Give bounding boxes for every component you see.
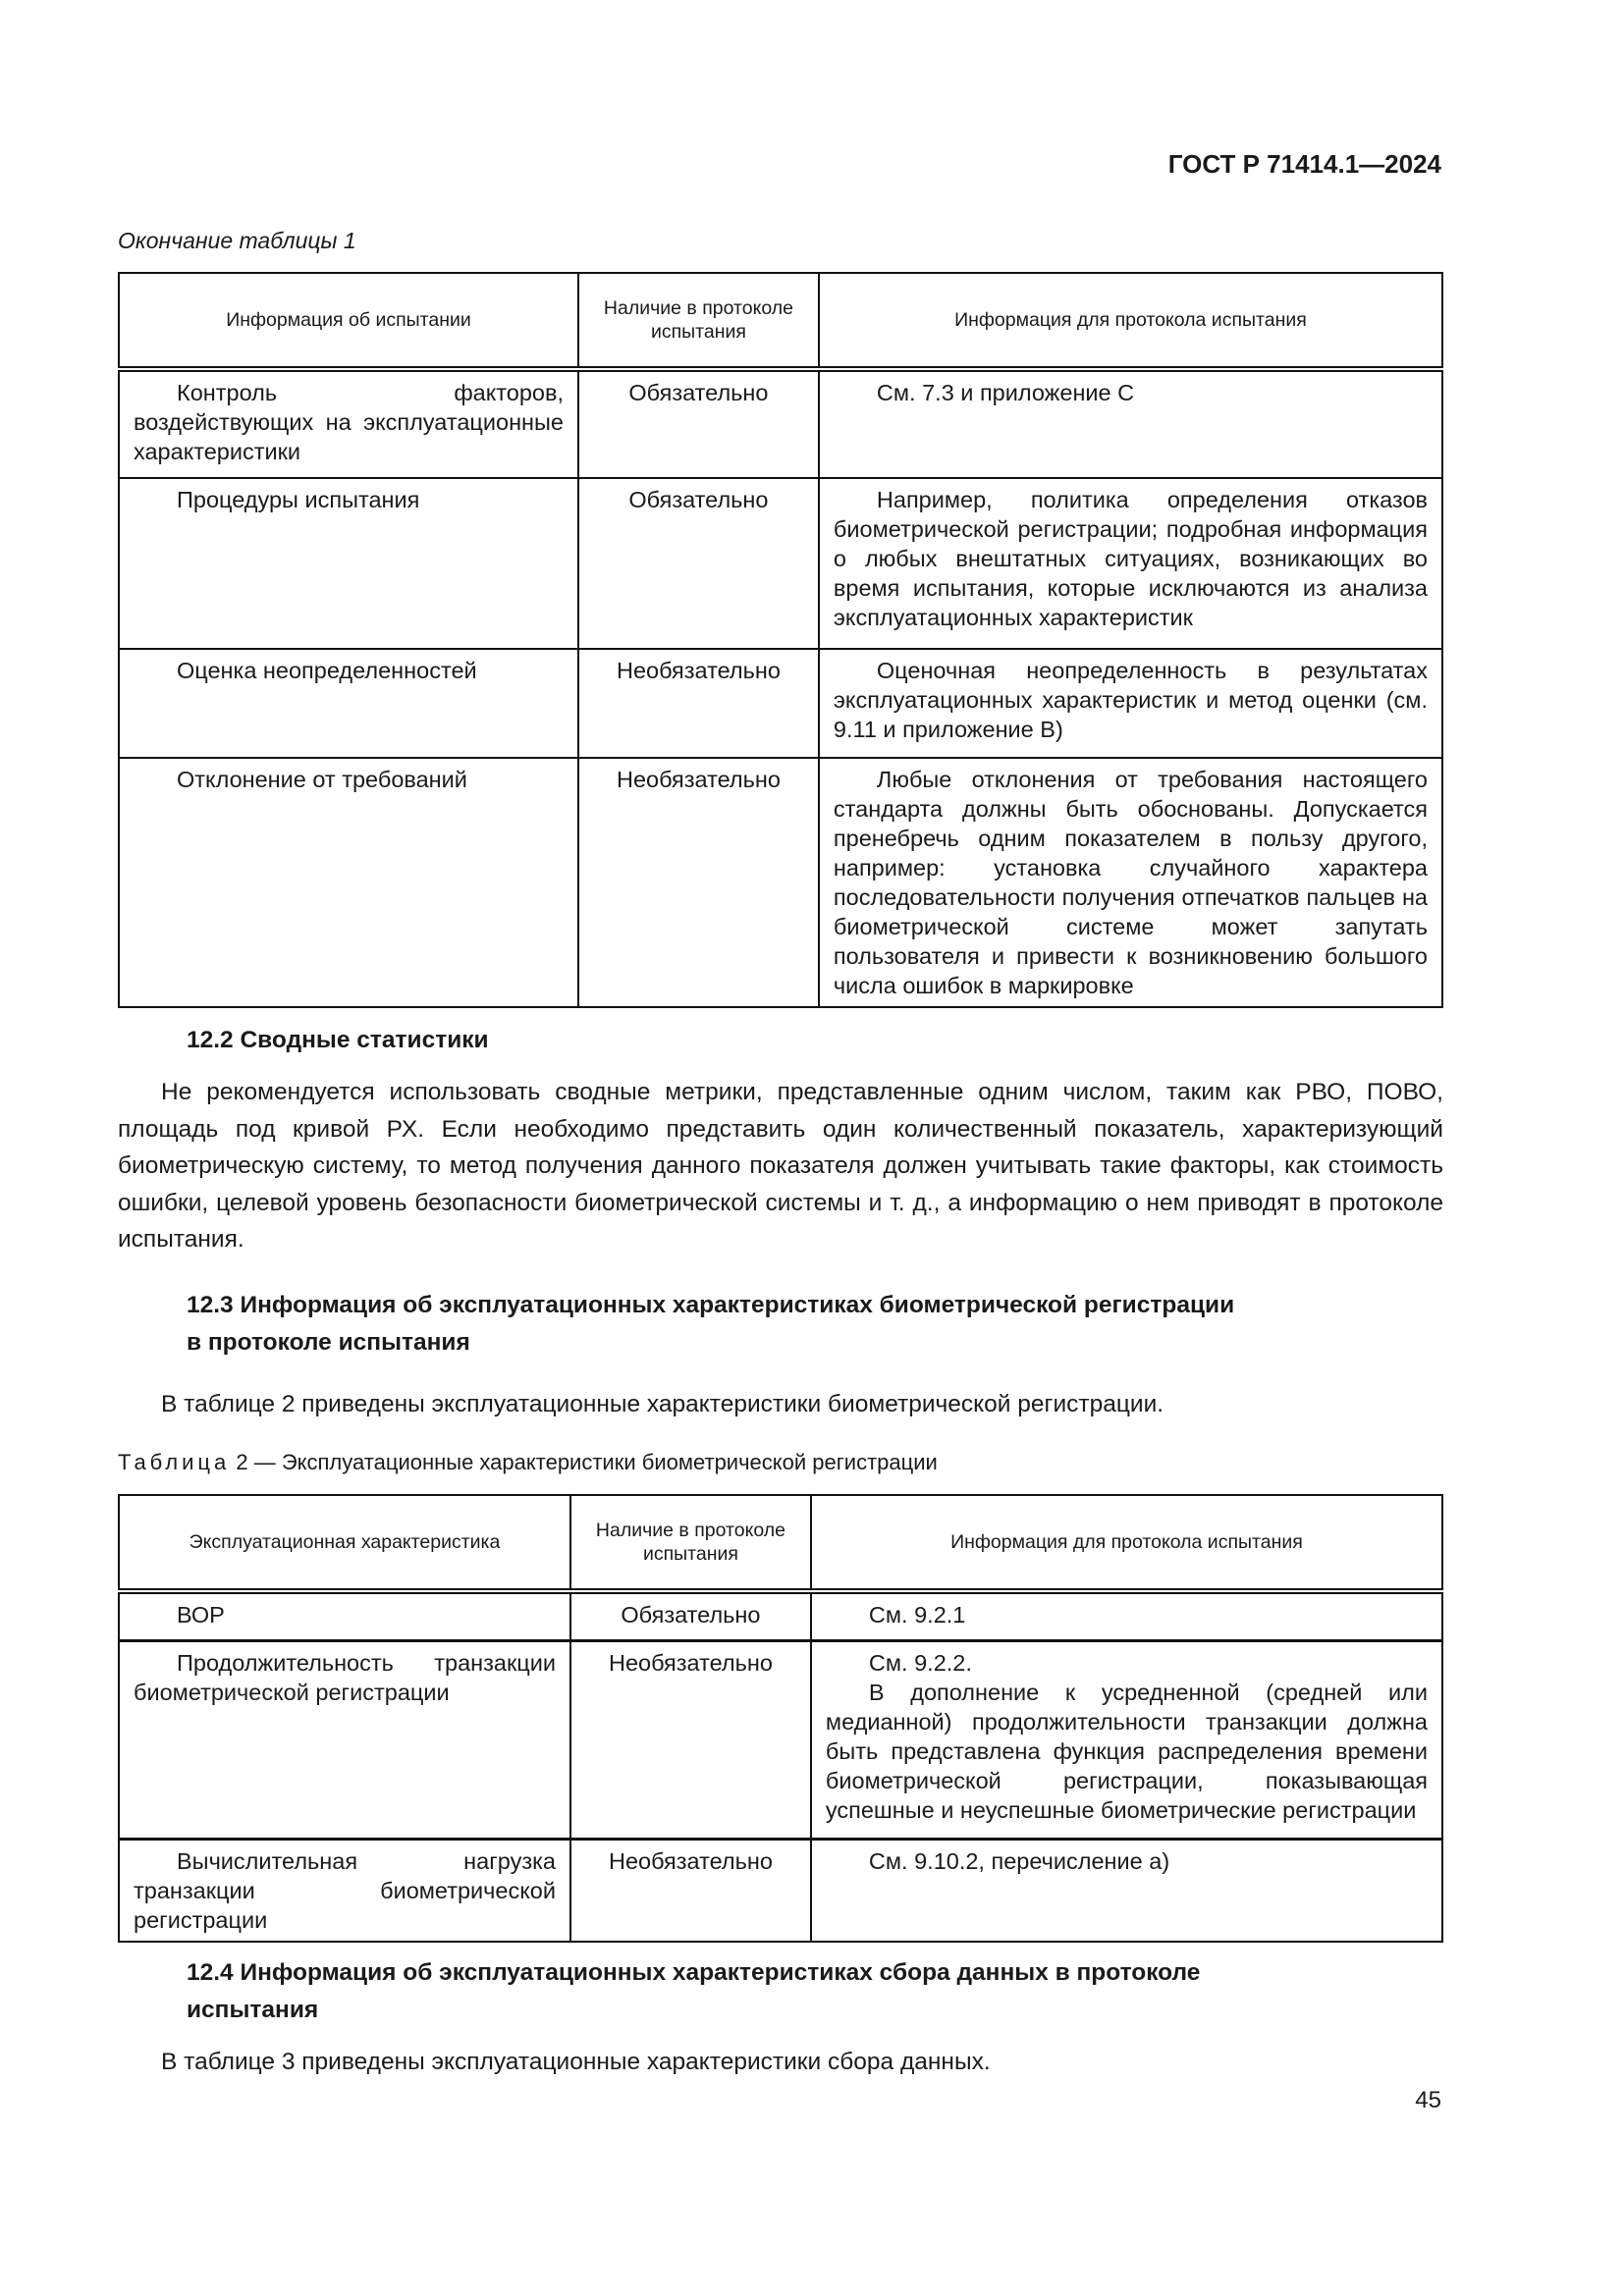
table-1 [118, 272, 1443, 1008]
standard-number: ГОСТ Р 71414.1—2024 [1167, 149, 1441, 179]
table-row [119, 1839, 1442, 1942]
cell-presence: Необязательно [570, 1640, 811, 1839]
cell-details: Любые отклонения от требования настоящего стандарта должны быть обоснованы. Допускается пренебречь одним показателем в пользу другого, например: установка случайного характера последовательности получения отпечатков пальцев на биометрической системе может запутать пользователя и привести к возникновению большого числа ошибок в маркировке [819, 758, 1442, 1007]
table-2-caption [118, 1450, 938, 1475]
cell-presence: Необязательно [578, 758, 819, 1007]
section-heading-12-2: 12.2 Сводные статистики [187, 1027, 489, 1053]
details-text: В дополнение к усредненной (средней или медианной) продолжительности транзакции должна быть представлена функция распределения времени биометрической регистрации, показывающая успешные и неуспешные биометрические регистрации [825, 1679, 1428, 1823]
cell-info: Процедуры испытания [119, 478, 578, 649]
cell-details: Оценочная неопределенность в результатах эксплуатационных характеристик и метод оценки (см. 9.11 и приложение В) [819, 649, 1442, 758]
column-header: Информация для протокола испытания [819, 273, 1442, 369]
caption-title: 2 — Эксплуатационные характеристики биометрической регистрации [230, 1450, 938, 1474]
column-header: Информация об испытании [119, 273, 578, 369]
cell-details: Например, политика определения отказов биометрической регистрации; подробная информация о любых внештатных ситуациях, возникающих во время испытания, которые исключаются из анализа эксплуатационных характеристик [819, 478, 1442, 649]
column-header: Информация для протокола испытания [811, 1495, 1442, 1591]
cell-presence: Необязательно [578, 649, 819, 758]
section-heading-12-3-cont: в протоколе испытания [187, 1329, 470, 1356]
cell-info: ВОР [119, 1591, 570, 1640]
page-number: 45 [1415, 2087, 1441, 2113]
caption-label: Таблица [118, 1450, 231, 1474]
cell-presence: Обязательно [570, 1591, 811, 1640]
table-continuation-label: Окончание таблицы 1 [118, 228, 356, 253]
cell-details: См. 9.10.2, перечисление а) [811, 1839, 1442, 1942]
table-row [119, 649, 1442, 758]
table-row [119, 1640, 1442, 1839]
column-header: Наличие в протоколе испытания [578, 273, 819, 369]
table-row [119, 758, 1442, 1007]
cell-presence: Необязательно [570, 1839, 811, 1942]
column-header: Эксплуатационная характеристика [119, 1495, 570, 1591]
column-header: Наличие в протоколе испытания [570, 1495, 811, 1591]
section-text-12-4: В таблице 3 приведены эксплуатационные характеристики сбора данных. [161, 2049, 991, 2075]
section-heading-12-4: 12.4 Информация об эксплуатационных характеристиках сбора данных в протоколе [187, 1959, 1201, 1986]
cell-presence: Обязательно [578, 369, 819, 478]
table-row [119, 478, 1442, 649]
section-heading-12-3: 12.3 Информация об эксплуатационных характеристиках биометрической регистрации [187, 1292, 1235, 1318]
table-row [119, 1591, 1442, 1640]
table-2 [118, 1494, 1443, 1943]
cell-presence: Обязательно [578, 478, 819, 649]
section-text-12-3: В таблице 2 приведены эксплуатационные характеристики биометрической регистрации. [161, 1391, 1164, 1417]
cell-info: Оценка неопределенностей [119, 649, 578, 758]
table-row [119, 369, 1442, 478]
cell-details [811, 1640, 1442, 1839]
cell-details: См. 9.2.1 [811, 1591, 1442, 1640]
cell-info: Вычислительная нагрузка транзакции биометрической регистрации [119, 1839, 570, 1942]
cell-info: Отклонение от требований [119, 758, 578, 1007]
section-text-12-2: Не рекомендуется использовать сводные метрики, представленные одним числом, таким как РВО, ПОВО, площадь под кривой РХ. Если необходимо представить один количественный показатель, характеризующий биометрическую систему, то метод получения данного показателя должен учитывать такие факторы, как стоимость ошибки, целевой уровень безопасности биометрической системы и т. д., а информацию о нем приводят в протоколе испытания. [118, 1079, 1443, 1254]
details-ref: См. 9.2.2. [868, 1649, 972, 1676]
cell-details: См. 7.3 и приложение С [819, 369, 1442, 478]
section-heading-12-4-cont: испытания [187, 1997, 319, 2023]
cell-info: Продолжительность транзакции биометрической регистрации [119, 1640, 570, 1839]
cell-info: Контроль факторов, воздействующих на эксплуатационные характеристики [119, 369, 578, 478]
